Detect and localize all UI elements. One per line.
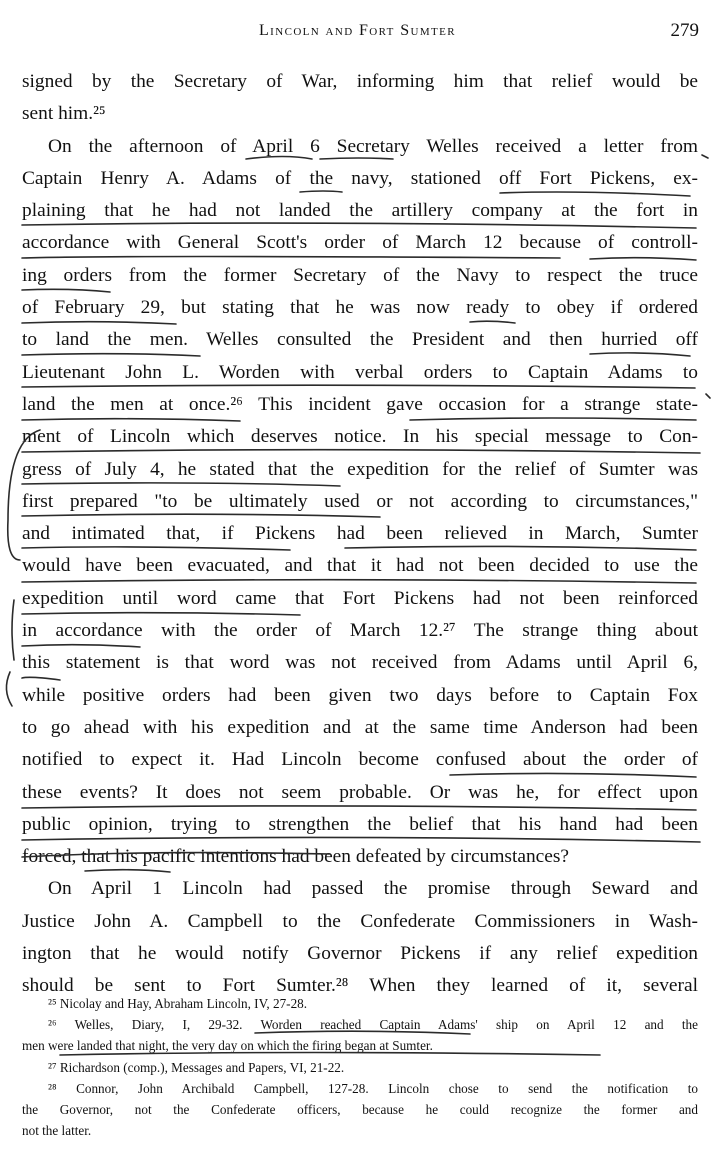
text-line: signed by the Secretary of War, informing him that relief would be: [22, 71, 698, 92]
text-line: accordance with General Scott's order of March 12 because of controll-: [22, 232, 698, 254]
text-line: first prepared "to be ultimately used or not according to circumstances,": [22, 490, 698, 512]
text-line: Lieutenant John L. Worden with verbal orders to Captain Adams to: [22, 361, 698, 383]
text-line: land the men at once.²⁶ This incident gave occasion for a strange state-: [22, 393, 698, 415]
footnote-line: men were landed that night, the very day on which the firing began at Sumter.: [22, 1038, 433, 1054]
text-line: these events? It does not seem probable. Or was he, for effect upon: [22, 781, 698, 803]
margin-bracket: [6, 672, 12, 706]
text-line: gress of July 4, he stated that the expedition for the relief of Sumter was: [22, 458, 698, 480]
text-line: this statement is that word was not received from Adams until April 6,: [22, 652, 698, 674]
text-line: to land the men. Welles consulted the President and then hurried off: [22, 329, 698, 351]
footnote-line: ²⁶ Welles, Diary, I, 29-32. Worden reached Captain Adams' ship on April 12 and the: [48, 1017, 698, 1033]
text-line: ment of Lincoln which deserves notice. In his special message to Con-: [22, 426, 698, 448]
running-title: Lincoln and Fort Sumter: [259, 22, 456, 39]
text-line: would have been evacuated, and that it had not been decided to use the: [22, 555, 698, 577]
footnotes: [22, 993, 698, 1141]
text-line: ington that he would notify Governor Pickens if any relief expedition: [22, 943, 698, 965]
text-line: and intimated that, if Pickens had been relieved in March, Sumter: [22, 523, 698, 545]
text-line: while positive orders had been given two days before to Captain Fox: [22, 684, 698, 706]
text-line: should be sent to Fort Sumter.²⁸ When they learned of it, several: [22, 975, 698, 997]
margin-bracket: [12, 600, 14, 660]
page-number: 279: [670, 20, 699, 41]
text-line: forced, that his pacific intentions had been defeated by circumstances?: [22, 846, 570, 868]
text-line: public opinion, trying to strengthen the belief that his hand had been: [22, 813, 698, 835]
running-head: [0, 20, 715, 50]
margin-check: [702, 155, 708, 158]
body-text: [22, 66, 698, 1003]
text-line: Captain Henry A. Adams of the navy, stationed off Fort Pickens, ex-: [22, 167, 698, 189]
text-line: in accordance with the order of March 12.²⁷ The strange thing about: [22, 620, 698, 642]
text-line: On the afternoon of April 6 Secretary Welles received a letter from: [48, 135, 698, 157]
text-line: to go ahead with his expedition and at the same time Anderson had been: [22, 716, 698, 738]
footnote-line: the Governor, not the Confederate officers, because he could recognize the former and: [22, 1101, 698, 1117]
footnote-line: not the latter.: [22, 1123, 92, 1139]
text-line: plaining that he had not landed the artillery company at the fort in: [22, 200, 698, 222]
text-line: On April 1 Lincoln had passed the promise through Seward and: [48, 878, 698, 900]
footnote-line: ²⁷ Richardson (comp.), Messages and Papers, VI, 21-22.: [48, 1059, 345, 1075]
text-line: notified to expect it. Had Lincoln become confused about the order of: [22, 749, 698, 771]
footnote-line: ²⁸ Connor, John Archibald Campbell, 127-28. Lincoln chose to send the notification to: [48, 1080, 698, 1096]
text-line: of February 29, but stating that he was now ready to obey if ordered: [22, 297, 698, 319]
text-line: expedition until word came that Fort Pickens had not been reinforced: [22, 587, 698, 609]
text-line: ing orders from the former Secretary of the Navy to respect the truce: [22, 264, 698, 286]
footnote-line: ²⁵ Nicolay and Hay, Abraham Lincoln, IV, 27-28.: [48, 996, 308, 1011]
text-line: Justice John A. Campbell to the Confederate Commissioners in Wash-: [22, 910, 698, 932]
text-line: sent him.²⁵: [22, 103, 106, 125]
margin-check: [706, 394, 710, 398]
